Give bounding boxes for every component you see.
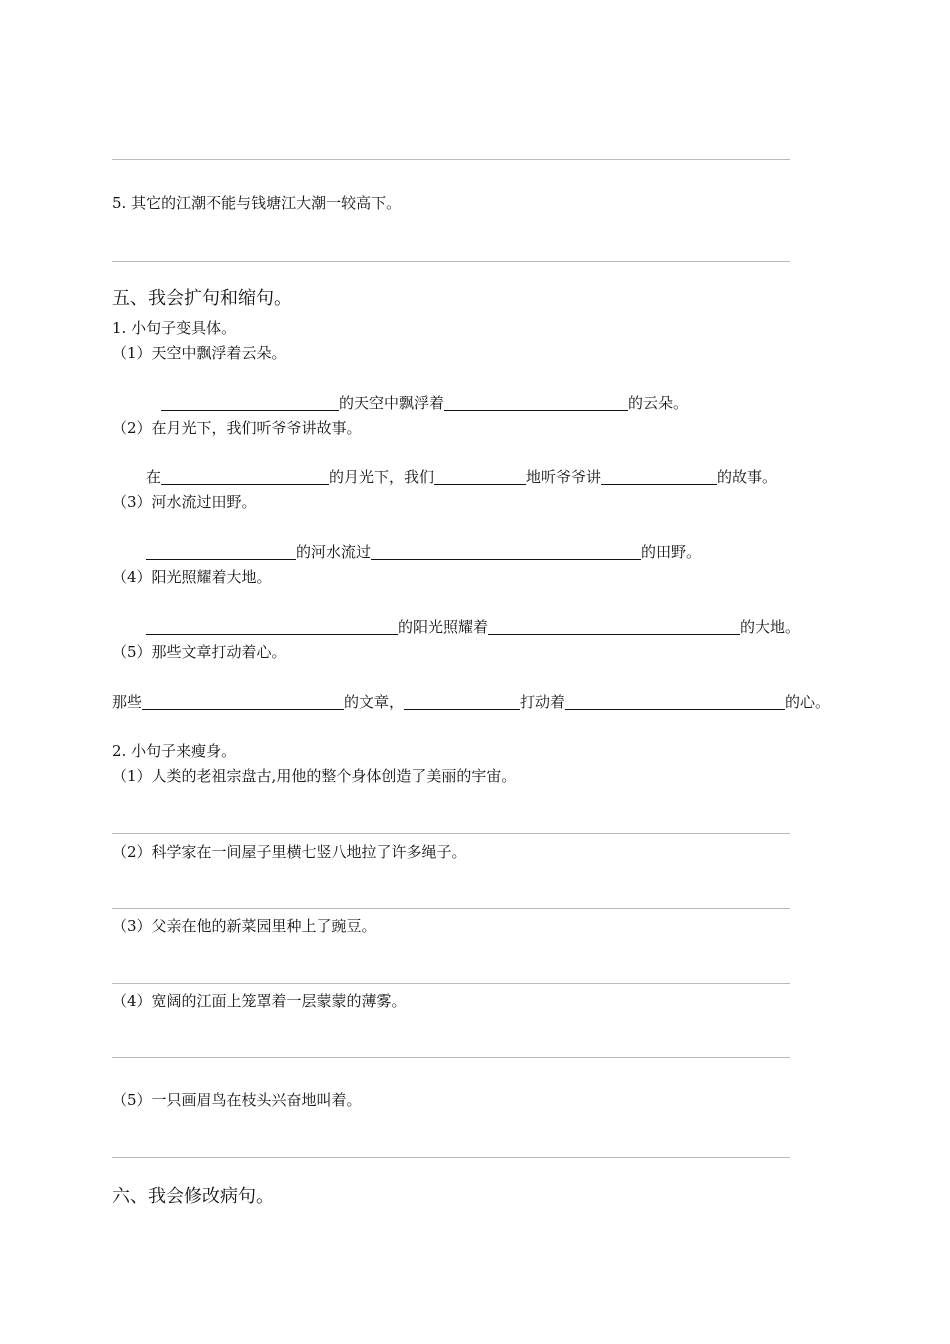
blank[interactable]	[146, 543, 296, 560]
blank[interactable]	[146, 618, 398, 635]
answer-line[interactable]	[112, 261, 790, 262]
part-1-title: 1. 小句子变具体。	[112, 319, 237, 337]
blank[interactable]	[444, 394, 628, 411]
blank[interactable]	[161, 394, 339, 411]
answer-line[interactable]	[112, 1157, 790, 1158]
expand-q1-answer: 的天空中飘浮着 的云朵。	[161, 393, 688, 413]
blank[interactable]	[142, 693, 344, 710]
expand-q5-answer: 那些 的文章， 打动着 的心。	[112, 693, 831, 711]
expand-q2-answer: 在 的月光下，我们 地听爷爷讲 的故事。	[146, 468, 778, 486]
expand-q1-prompt: （1）天空中飘浮着云朵。	[112, 344, 287, 362]
section-6-title: 六、我会修改病句。	[112, 1186, 274, 1207]
blank[interactable]	[404, 693, 520, 710]
section-5-title: 五、我会扩句和缩句。	[112, 288, 292, 309]
blank[interactable]	[371, 543, 641, 560]
expand-q3-prompt: （3）河水流过田野。	[112, 493, 257, 511]
expand-q2-prompt: （2）在月光下，我们听爷爷讲故事。	[112, 419, 362, 437]
shrink-q4: （4）宽阔的江面上笼罩着一层蒙蒙的薄雾。	[112, 992, 407, 1010]
blank[interactable]	[565, 693, 785, 710]
blank[interactable]	[601, 468, 717, 485]
blank[interactable]	[161, 468, 329, 485]
answer-line[interactable]	[112, 983, 790, 984]
answer-line[interactable]	[112, 908, 790, 909]
answer-line[interactable]	[112, 1057, 790, 1058]
question-5: 5. 其它的江潮不能与钱塘江大潮一较高下。	[112, 194, 402, 212]
shrink-q1: （1）人类的老祖宗盘古,用他的整个身体创造了美丽的宇宙。	[112, 767, 517, 785]
expand-q3-answer: 的河水流过 的田野。	[146, 542, 701, 562]
blank[interactable]	[488, 618, 740, 635]
expand-q5-prompt: （5）那些文章打动着心。	[112, 643, 287, 661]
shrink-q3: （3）父亲在他的新菜园里种上了豌豆。	[112, 917, 377, 935]
answer-line[interactable]	[112, 159, 790, 160]
blank[interactable]	[434, 468, 526, 485]
expand-q4-prompt: （4）阳光照耀着大地。	[112, 568, 272, 586]
shrink-q2: （2）科学家在一间屋子里横七竖八地拉了许多绳子。	[112, 843, 467, 861]
shrink-q5: （5）一只画眉鸟在枝头兴奋地叫着。	[112, 1091, 362, 1109]
expand-q4-answer: 的阳光照耀着 的大地。	[146, 617, 800, 637]
answer-line[interactable]	[112, 833, 790, 834]
part-2-title: 2. 小句子来瘦身。	[112, 742, 237, 760]
